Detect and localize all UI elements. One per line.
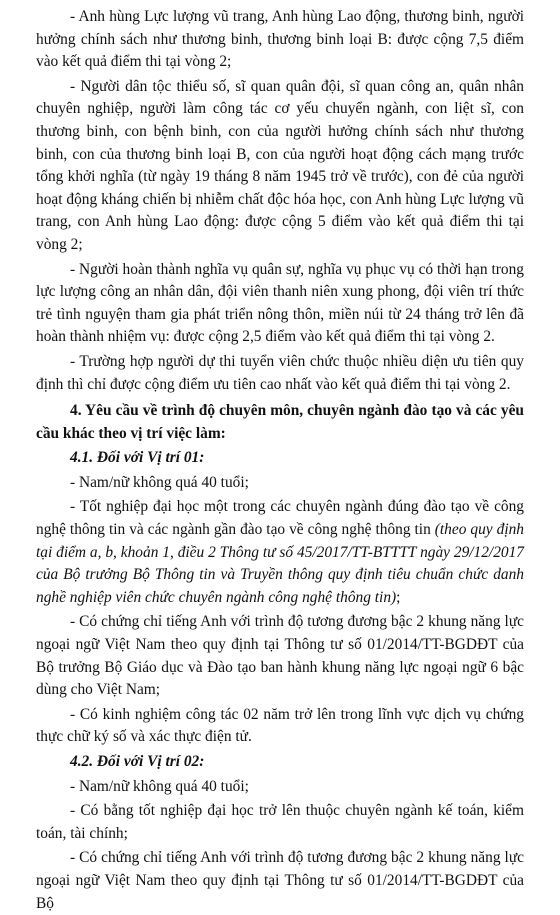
position-1-heading: 4.1. Đối với Vị trí 01: xyxy=(70,449,205,467)
position-2-age: - Nam/nữ không quá 40 tuổi; xyxy=(70,777,249,795)
position-1-experience: - Có kinh nghiệm công tác 02 năm trở lên trong lĩnh vực dịch vụ chứng thực chữ ký số và xác thực điện tử. xyxy=(36,705,524,746)
position-1-age: - Nam/nữ không quá 40 tuổi; xyxy=(70,473,249,491)
position-2-degree: - Có bằng tốt nghiệp đại học trở lên thuộc chuyên ngành kế toán, kiểm toán, tài chính; xyxy=(36,802,524,842)
position-1-degree xyxy=(36,496,524,609)
position-2-english: - Có chứng chỉ tiếng Anh với trình độ tương đương bậc 2 khung năng lực ngoại ngữ Việt Nam theo quy định tại Thông tư số 01/2014/TT-BGDĐT của Bộ xyxy=(36,849,524,912)
section-4-heading: 4. Yêu cầu về trình độ chuyên môn, chuyên ngành đào tạo và các yêu cầu khác theo vị trí việc làm: xyxy=(36,402,524,442)
priority-paragraph-1: - Anh hùng Lực lượng vũ trang, Anh hùng Lao động, thương binh, người hưởng chính sách như thương binh, thương binh loại B: được cộng 7,5 điểm vào kết quả điểm thi tại vòng 2; xyxy=(36,8,524,71)
position-1-english: - Có chứng chỉ tiếng Anh với trình độ tương đương bậc 2 khung năng lực ngoại ngữ Việt Nam theo quy định tại Thông tư số 01/2014/TT-BGDĐT của Bộ trưởng Bộ Giáo dục và Đào tạo ban hành khung năng lực ngoại ngữ 6 bậc dùng cho Việt Nam; xyxy=(36,613,524,699)
position-1-degree-text: - Tốt nghiệp đại học một trong các chuyên ngành đúng đào tạo về công nghệ thông tin và các ngành gần đào tạo về công nghệ thông tin xyxy=(36,498,524,539)
priority-paragraph-2: - Người dân tộc thiểu số, sĩ quan quân đội, sĩ quan công an, quân nhân chuyên nghiệp, người làm công tác cơ yếu chuyển ngành, con liệt sĩ, con thương binh, con bệnh binh, con của người hưởng chính sách như thương binh, con của thương binh loại B, con của người hoạt động cách mạng trước tổng khởi nghĩa (từ ngày 19 tháng 8 năm 1945 trở về trước), con đẻ của người hoạt động kháng chiến bị nhiễm chất độc hóa học, con Anh hùng Lực lượng vũ trang, con Anh hùng Lao động: được cộng 5 điểm vào kết quả điểm thi tại vòng 2; xyxy=(36,77,524,253)
priority-paragraph-4: - Trường hợp người dự thi tuyển viên chức thuộc nhiều diện ưu tiên quy định thì chỉ được cộng điểm ưu tiên cao nhất vào kết quả điểm thi tại vòng 2. xyxy=(36,352,524,393)
position-1-degree-reference: (theo quy định tại điểm a, b, khoản 1, điều 2 Thông tư số 45/2017/TT-BTTTT ngày 29/12/2017 của Bộ trưởng Bộ Thông tin và Truyền thông quy định tiêu chuẩn chức danh nghề nghiệp viên chức chuyên ngành công nghệ thông tin) xyxy=(36,521,524,606)
position-1-degree-end: ; xyxy=(396,588,401,606)
position-2-heading: 4.2. Đối với Vị trí 02: xyxy=(70,753,205,770)
priority-paragraph-3: - Người hoàn thành nghĩa vụ quân sự, nghĩa vụ phục vụ có thời hạn trong lực lượng công an nhân dân, đội viên thanh niên xung phong, đội viên trí thức trẻ tình nguyện tham gia phát triển nông thôn, miền núi từ 24 tháng trở lên đã hoàn thành nhiệm vụ: được cộng 2,5 điểm vào kết quả điểm thi tại vòng 2. xyxy=(36,260,524,346)
